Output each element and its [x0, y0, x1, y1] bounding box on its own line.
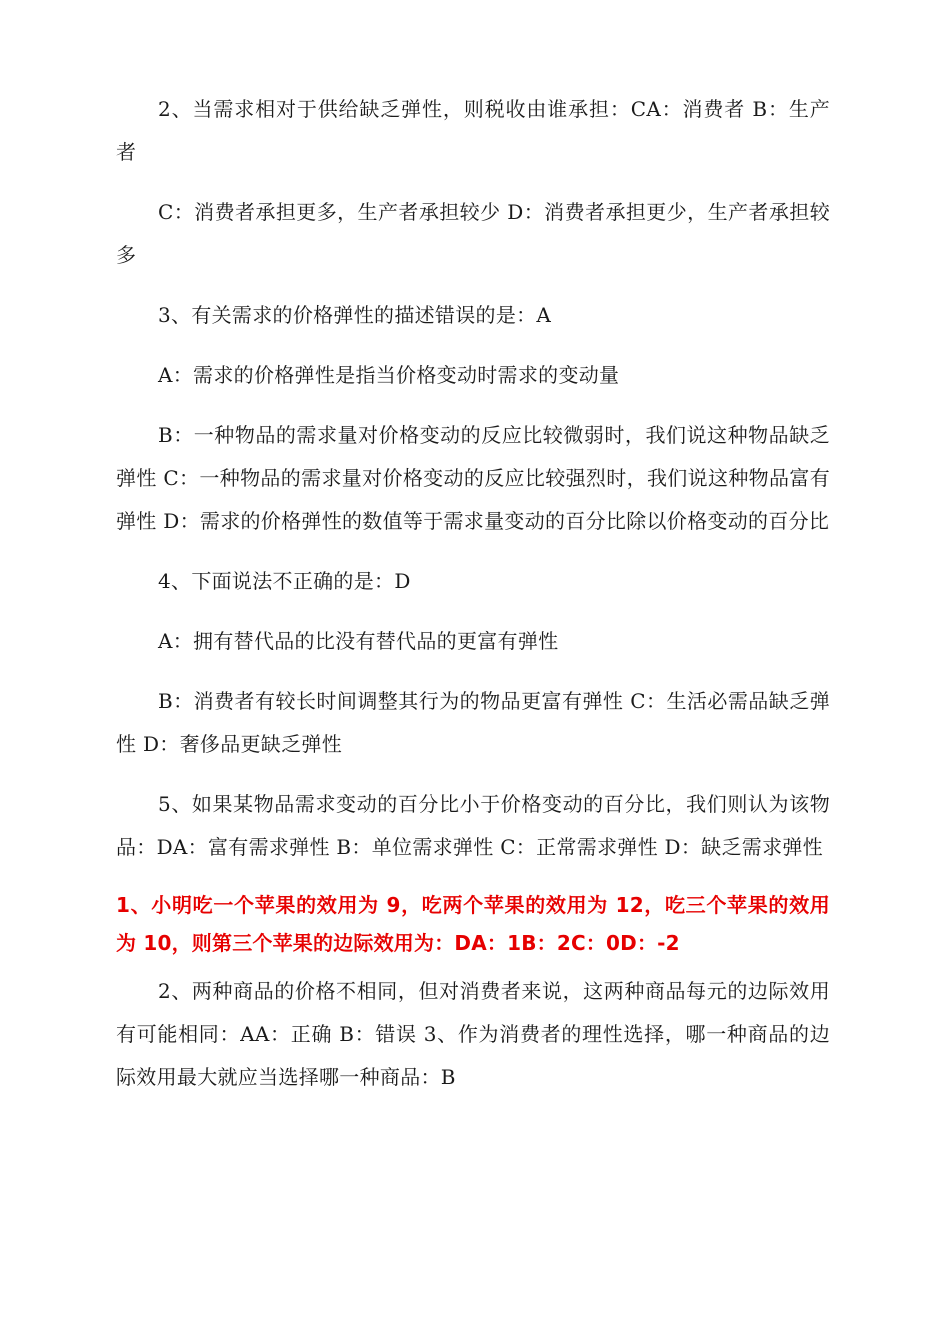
section-2-question-2-3: 2、两种商品的价格不相同，但对消费者来说，这两种商品每元的边际效用有可能相同：AA：正确 B：错误 3、作为消费者的理性选择，哪一种商品的边际效用最大就应当选择哪一种商品：B [116, 979, 830, 1089]
document-body [116, 88, 830, 1116]
question-3-option-a: A：需求的价格弹性是指当价格变动时需求的变动量 [158, 363, 620, 387]
question-3: 3、有关需求的价格弹性的描述错误的是：A [158, 303, 552, 327]
question-4-options-bcd: B：消费者有较长时间调整其行为的物品更富有弹性 C：生活必需品缺乏弹性 D：奢侈品更缺乏弹性 [116, 689, 830, 756]
question-5: 5、如果某物品需求变动的百分比小于价格变动的百分比，我们则认为该物品：DA：富有需求弹性 B：单位需求弹性 C：正常需求弹性 D：缺乏需求弹性 [116, 792, 830, 859]
question-2-tax-incidence: 2、当需求相对于供给缺乏弹性，则税收由谁承担：CA：消费者 B：生产者 [116, 97, 830, 164]
question-4: 4、下面说法不正确的是：D [158, 569, 411, 593]
question-3-options-bcd: B：一种物品的需求量对价格变动的反应比较微弱时，我们说这种物品缺乏弹性 C：一种物品的需求量对价格变动的反应比较强烈时，我们说这种物品富有弹性 D：需求的价格弹性的数值等于需求量变动的百分比除以价格变动的百分比 [116, 423, 830, 533]
question-4-option-a: A：拥有替代品的比没有替代品的更富有弹性 [158, 629, 559, 653]
question-2-options: C：消费者承担更多，生产者承担较少 D：消费者承担更少，生产者承担较多 [116, 200, 830, 267]
section-2-question-1-highlighted: 1、小明吃一个苹果的效用为 9，吃两个苹果的效用为 12，吃三个苹果的效用为 10，则第三个苹果的边际效用为：DA：1B：2C：0D：-2 [116, 893, 830, 955]
